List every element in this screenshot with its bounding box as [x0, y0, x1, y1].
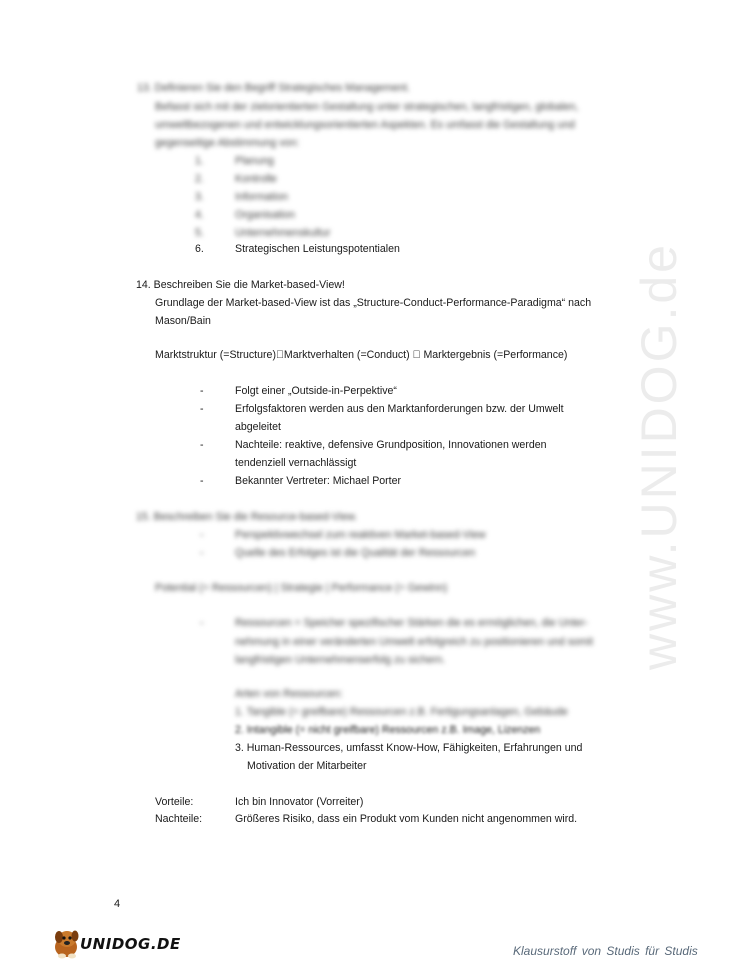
dog-icon: [50, 925, 84, 961]
q13-body-line: Befasst sich mit der zielorientierten Gestaltung unter strategischen, langfristigen, globalen,: [155, 101, 579, 113]
list-number: 4.: [195, 209, 204, 221]
list-item: Organisation: [235, 209, 296, 221]
bullet-dash: -: [200, 617, 204, 629]
resource-type: 2. Intangible (= nicht greifbare) Ressourcen z.B. Image, Lizenzen: [235, 724, 541, 736]
list-item: Information: [235, 191, 288, 203]
list-number: 3.: [195, 191, 204, 203]
q13-body-line: umweltbezogenen und entwicklungsorientierten Aspekten. Es umfasst die Gestaltung und: [155, 119, 575, 131]
bullet-text: abgeleitet: [235, 421, 281, 433]
bullet-dash: -: [200, 439, 204, 451]
resource-types-title: Arten von Ressourcen:: [235, 688, 343, 700]
page-number: 4: [114, 898, 121, 910]
bullet-text: Nachteile: reaktive, defensive Grundposition, Innovationen werden: [235, 439, 547, 451]
question-15-title: 15. Beschreiben Sie die Resource-based-View.: [136, 511, 358, 523]
list-number: 2.: [195, 173, 204, 185]
bullet-text: Perspektivwechsel zum reaktiven Market-based-View: [235, 529, 486, 541]
bullet-text: Quelle des Erfolges ist die Qualität der Ressourcen: [235, 547, 476, 559]
bullet-dash: -: [200, 475, 204, 487]
bullet-dash: -: [200, 547, 204, 559]
resource-definition-line: langfristigen Unternehmenserfolg zu sichern.: [235, 654, 446, 666]
q13-body-line: gegenseitige Abstimmung von:: [155, 137, 300, 149]
resource-type: Motivation der Mitarbeiter: [247, 760, 367, 772]
q15-formula: Potential (= Ressourcen) | Strategie | Performance (= Gewinn): [155, 582, 448, 594]
watermark: www.UNIDOG.de: [631, 242, 687, 670]
list-number: 1.: [195, 155, 204, 167]
disadvantages-text: Größeres Risiko, dass ein Produkt vom Kunden nicht angenommen wird.: [235, 813, 578, 825]
bullet-text: tendenziell vernachlässigt: [235, 457, 357, 469]
question-14-title: 14. Beschreiben Sie die Market-based-View!: [136, 279, 345, 291]
advantages-text: Ich bin Innovator (Vorreiter): [235, 796, 364, 808]
q14-intro-line: Grundlage der Market-based-View ist das „Structure-Conduct-Performance-Paradigma“ nach: [155, 297, 592, 309]
list-item: Strategischen Leistungspotentialen: [235, 243, 400, 255]
bullet-dash: -: [200, 403, 204, 415]
resource-type: 3. Human-Ressources, umfasst Know-How, Fähigkeiten, Erfahrungen und: [235, 742, 583, 754]
q14-intro-line: Mason/Bain: [155, 315, 211, 327]
list-item: Kontrolle: [235, 173, 277, 185]
bullet-dash: -: [200, 385, 204, 397]
bullet-dash: -: [200, 529, 204, 541]
resource-definition-line: Ressourcen = Speicher spezifischer Stärken die es ermöglichen, die Unter-: [235, 617, 589, 629]
unidog-logo: [50, 925, 181, 961]
list-item: Unternehmenskultur: [235, 227, 331, 239]
disadvantages-label: Nachteile:: [155, 813, 203, 825]
list-number: 5.: [195, 227, 204, 239]
bullet-text: Folgt einer „Outside-in-Perpektive“: [235, 385, 397, 397]
q14-formula: Marktstruktur (=Structure) Marktverhalten (=Conduct) Marktergebnis (=Performance): [155, 349, 552, 361]
bullet-text: Erfolgsfaktoren werden aus den Marktanforderungen bzw. der Umwelt: [235, 403, 564, 415]
footer-slogan: Klausurstoff von Studis für Studis: [513, 944, 698, 958]
advantages-label: Vorteile:: [155, 796, 194, 808]
question-13-title: 13. Definieren Sie den Begriff Strategisches Management.: [137, 82, 411, 94]
resource-definition-line: nehmung in einer veränderten Umwelt erfolgreich zu positionieren und somit: [235, 636, 594, 648]
resource-type: 1. Tangible (= greifbare) Ressourcen z.B. Fertigungsanlagen, Gebäude: [235, 706, 568, 718]
list-item: Planung: [235, 155, 274, 167]
list-number: 6.: [195, 243, 204, 255]
logo-text: UNIDOG.DE: [80, 935, 181, 953]
bullet-text: Bekannter Vertreter: Michael Porter: [235, 475, 402, 487]
